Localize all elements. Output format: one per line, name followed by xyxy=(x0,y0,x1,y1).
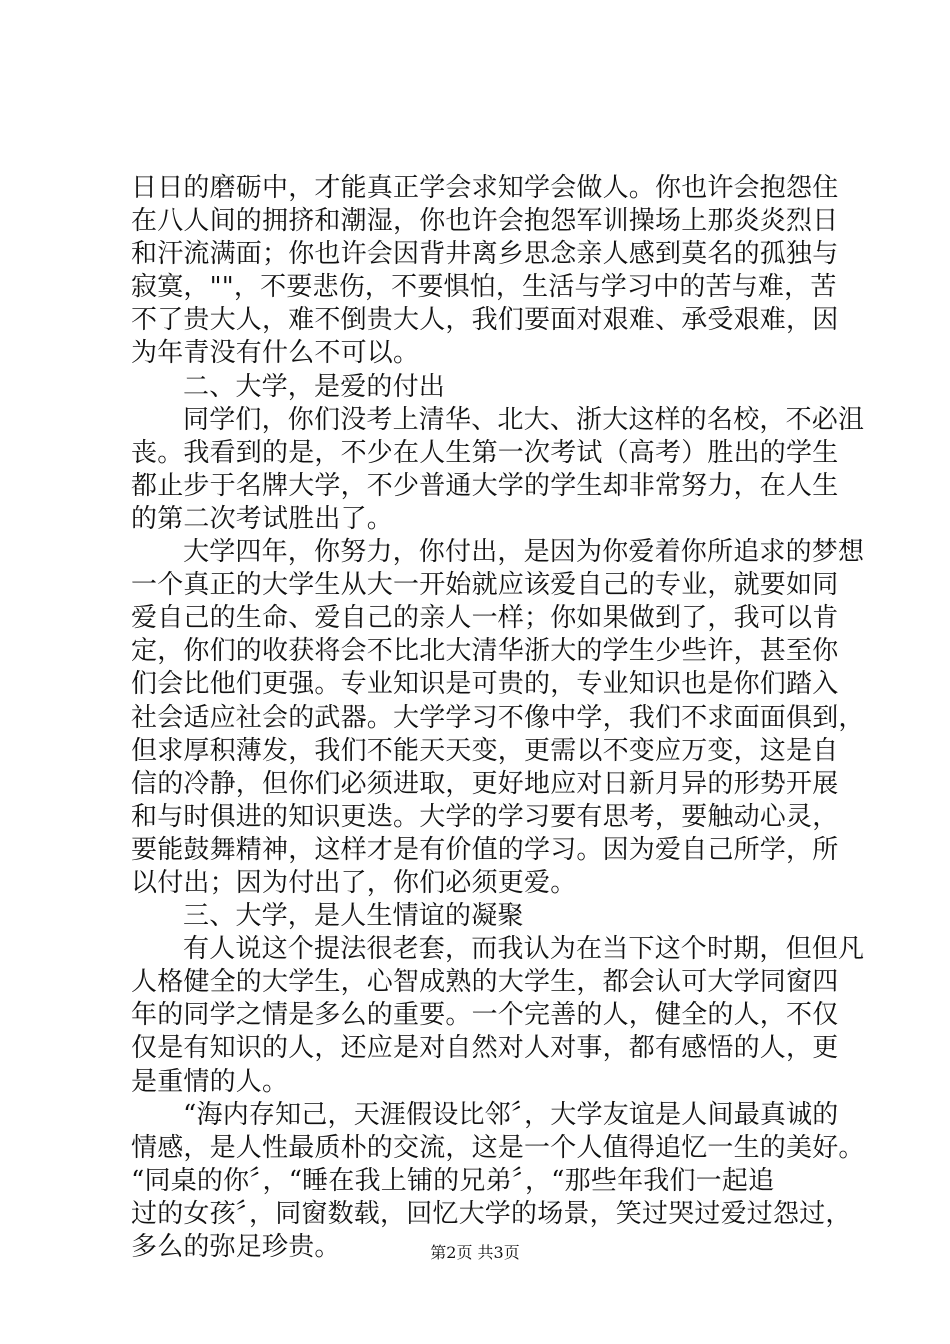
text-line: 为年青没有什么不可以。 xyxy=(131,338,420,369)
page-footer: 第2页 共3页 xyxy=(430,1243,520,1262)
text-line: 人格健全的大学生，心智成熟的大学生，都会认可大学同窗四 xyxy=(131,967,839,998)
text-line: 定，你们的收获将会不比北大清华浙大的学生少些许，甚至你 xyxy=(131,636,839,667)
text-line: 情感，是人性最质朴的交流，这是一个人值得追忆一生的美好。 xyxy=(131,1132,865,1163)
text-line: 过的女孩〞，同窗数载，回忆大学的场景，笑过哭过爱过怨过， xyxy=(131,1198,852,1229)
text-line: 不了贵大人，难不倒贵大人，我们要面对艰难、承受艰难，因 xyxy=(131,305,839,336)
text-line: 都止步于名牌大学，不少普通大学的学生却非常努力，在人生 xyxy=(131,470,839,501)
text-line: 同学们，你们没考上清华、北大、浙大这样的名校，不必沮 xyxy=(183,404,865,435)
text-line: 和与时俱进的知识更迭。大学的学习要有思考，要触动心灵， xyxy=(131,801,839,832)
text-line: 的第二次考试胜出了。 xyxy=(131,503,394,534)
text-line: 一个真正的大学生从大一开始就应该爱自己的专业，就要如同 xyxy=(131,570,839,601)
text-line: 以付出；因为付出了，你们必须更爱。 xyxy=(131,867,577,898)
text-line: 是重情的人。 xyxy=(131,1066,289,1097)
text-line: 多么的弥足珍贵。 xyxy=(131,1232,341,1262)
text-line: 仅是有知识的人，还应是对自然对人对事，都有感悟的人，更 xyxy=(131,1033,839,1064)
text-line: 在八人间的拥挤和潮湿，你也许会抱怨军训操场上那炎炎烈日 xyxy=(131,206,839,237)
text-line: “同桌的你〞，“睡在我上铺的兄弟〞，“那些年我们一起追 xyxy=(131,1165,775,1196)
text-line: 寂寞，""，不要悲伤，不要惧怕，生活与学习中的苦与难，苦 xyxy=(131,272,837,303)
text-line: 年的同学之情是多么的重要。一个完善的人，健全的人，不仅 xyxy=(131,1000,839,1031)
text-line: 要能鼓舞精神，这样才是有价值的学习。因为爱自己所学，所 xyxy=(131,834,839,865)
document-body xyxy=(131,172,865,1264)
text-line: 大学四年，你努力，你付出，是因为你爱着你所追求的梦想 xyxy=(183,537,865,568)
text-line: 信的冷静，但你们必须进取，更好地应对日新月异的形势开展 xyxy=(131,768,839,799)
text-line: 但求厚积薄发，我们不能天天变，更需以不变应万变，这是自 xyxy=(131,735,839,766)
text-line: 们会比他们更强。专业知识是可贵的，专业知识也是你们踏入 xyxy=(131,669,839,700)
text-line: 三、大学，是人生情谊的凝聚 xyxy=(183,901,524,932)
text-line: 二、大学，是爱的付出 xyxy=(183,371,446,402)
text-line: 社会适应社会的武器。大学学习不像中学，我们不求面面俱到， xyxy=(131,702,865,733)
text-line: 日日的磨砺中，才能真正学会求知学会做人。你也许会抱怨住 xyxy=(131,173,839,203)
text-line: “海内存知己，天涯假设比邻〞，大学友谊是人间最真诚的 xyxy=(183,1099,839,1130)
text-line: 爱自己的生命、爱自己的亲人一样；你如果做到了，我可以肯 xyxy=(131,603,839,634)
text-line: 有人说这个提法很老套，而我认为在当下这个时期，但但凡 xyxy=(183,934,865,965)
text-line: 丧。我看到的是，不少在人生第一次考试（高考）胜出的学生 xyxy=(131,437,839,468)
text-line: 和汗流满面；你也许会因背井离乡思念亲人感到莫名的孤独与 xyxy=(131,239,839,270)
